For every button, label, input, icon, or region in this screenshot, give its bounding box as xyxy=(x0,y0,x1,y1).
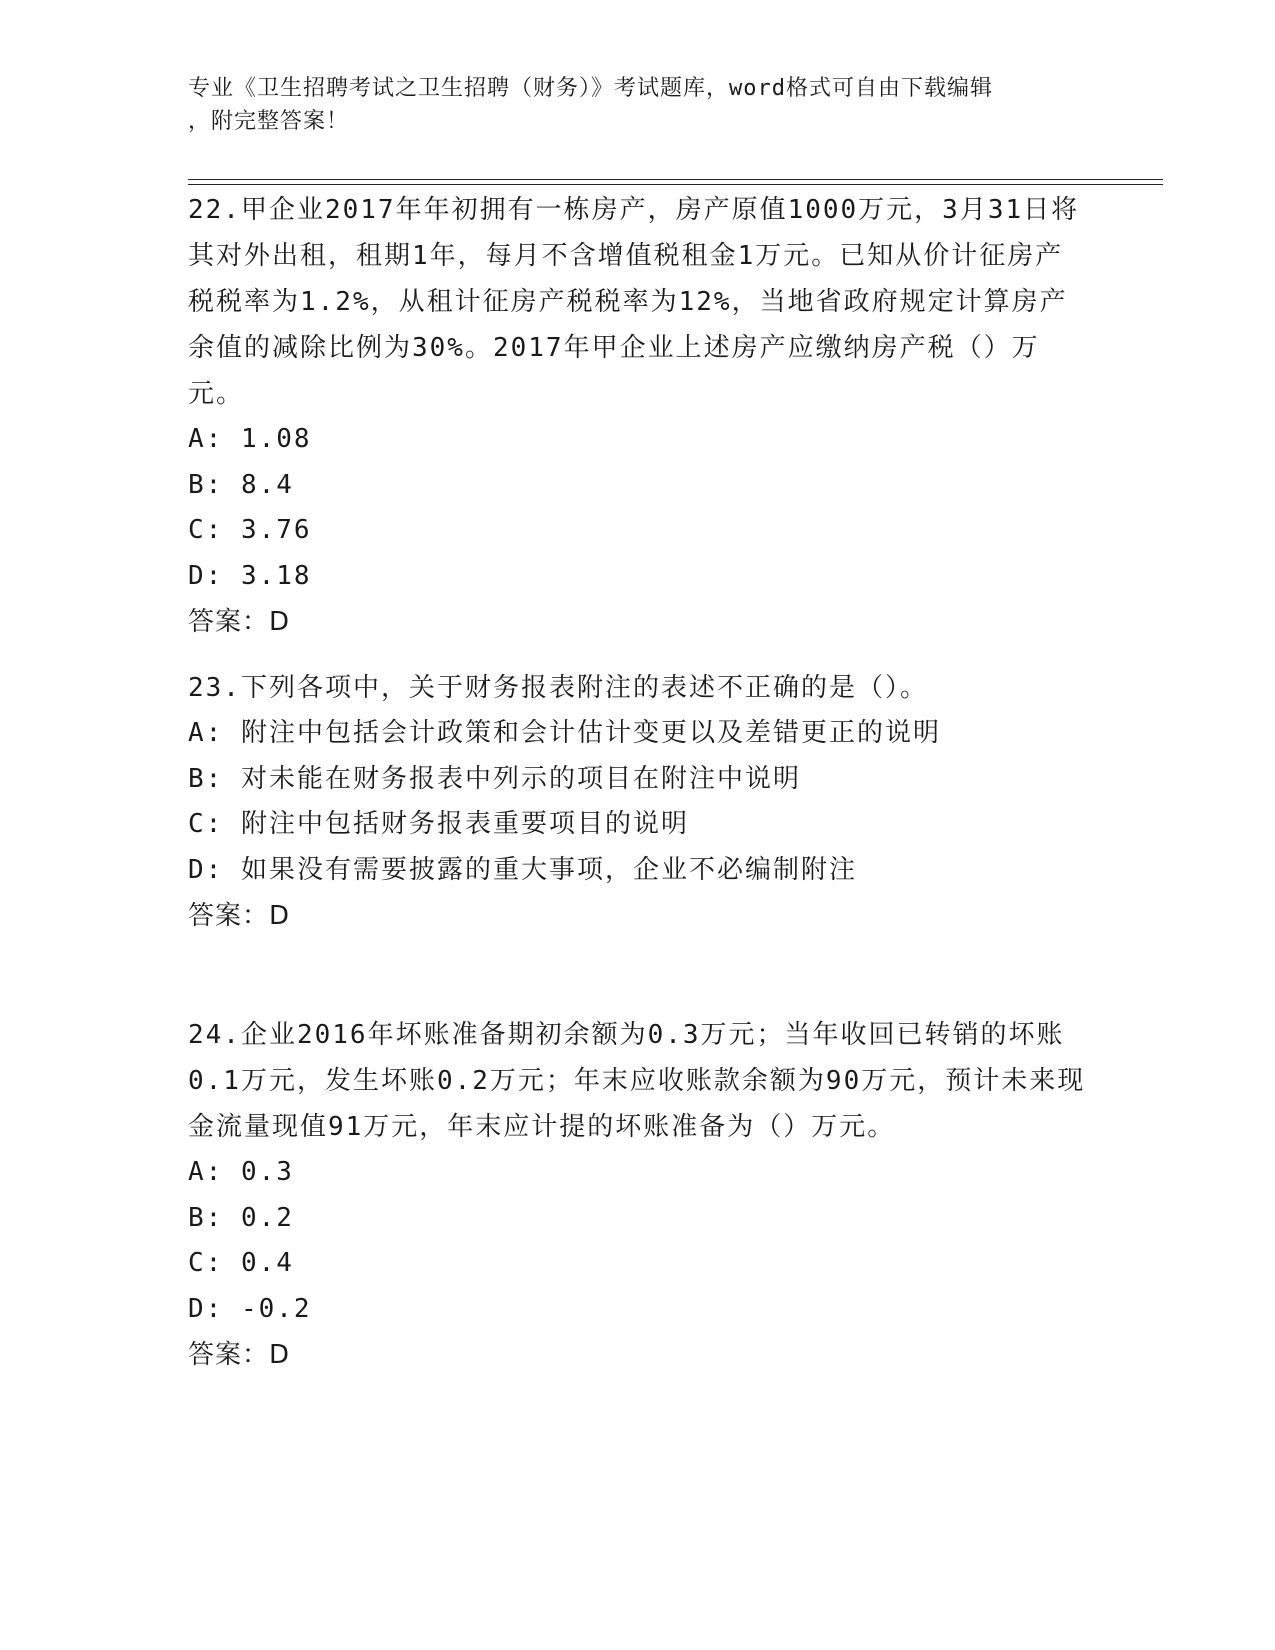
header-rule-bottom xyxy=(188,184,1163,185)
header-rule-top xyxy=(188,179,1163,180)
question-stem: 22.甲企业2017年年初拥有一栋房产，房产原值1000万元，3月31日将其对外出租，租期1年，每月不含增值税租金1万元。已知从价计征房产税税率为1.2%，从租计征房产税税率为12%，当地省政府规定计算房产余值的减除比例为30%。2017年甲企业上述房产应缴纳房产税（）万元。 xyxy=(188,195,1080,409)
question-24 xyxy=(188,1012,1088,1378)
option-a: A: 附注中包括会计政策和会计估计变更以及差错更正的说明 xyxy=(188,718,941,748)
option-a: A: 0.3 xyxy=(188,1157,294,1187)
question-22 xyxy=(188,187,1088,645)
question-stem: 23.下列各项中，关于财务报表附注的表述不正确的是（）。 xyxy=(188,673,928,703)
question-stem: 24.企业2016年坏账准备期初余额为0.3万元；当年收回已转销的坏账0.1万元，发生坏账0.2万元；年末应收账款余额为90万元，预计未来现金流量现值91万元，年末应计提的坏账准备为（）万元。 xyxy=(188,1020,1086,1142)
option-c: C: 0.4 xyxy=(188,1248,294,1278)
document-header xyxy=(188,72,1068,138)
header-line-2: ，附完整答案！ xyxy=(188,109,350,134)
answer-label: 答案：D xyxy=(188,607,291,637)
answer-label: 答案：D xyxy=(188,901,291,931)
answer-label: 答案：D xyxy=(188,1340,291,1370)
option-a: A: 1.08 xyxy=(188,424,312,454)
option-d: D: 3.18 xyxy=(188,560,312,591)
option-c: C: 附注中包括财务报表重要项目的说明 xyxy=(188,809,689,839)
header-line-1: 专业《卫生招聘考试之卫生招聘（财务）》考试题库，word格式可自由下载编辑 xyxy=(188,76,993,101)
question-23 xyxy=(188,665,1088,939)
option-b: B: 0.2 xyxy=(188,1202,294,1233)
option-d: D: 如果没有需要披露的重大事项，企业不必编制附注 xyxy=(188,854,857,885)
option-c: C: 3.76 xyxy=(188,515,312,545)
option-b: B: 8.4 xyxy=(188,469,294,500)
option-d: D: -0.2 xyxy=(188,1293,312,1324)
option-b: B: 对未能在财务报表中列示的项目在附注中说明 xyxy=(188,763,801,794)
